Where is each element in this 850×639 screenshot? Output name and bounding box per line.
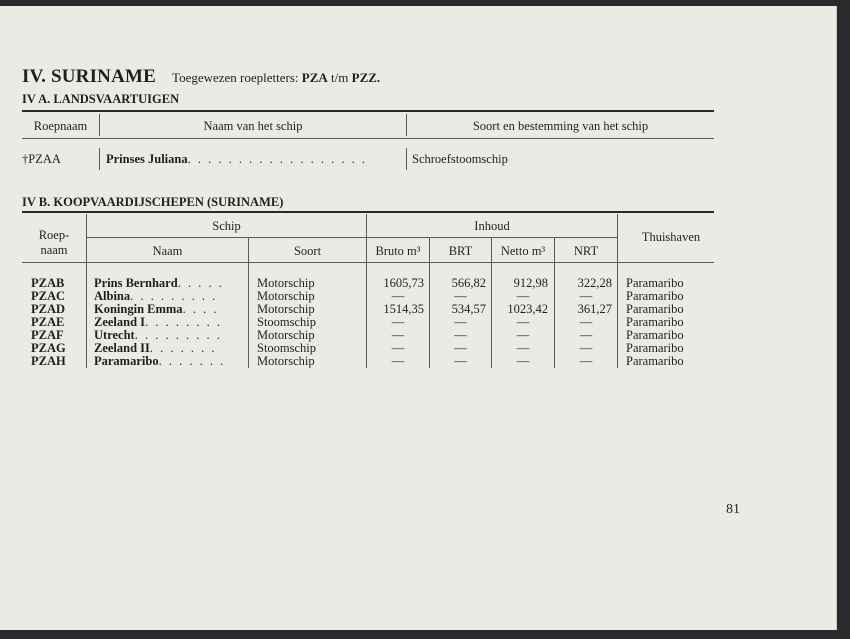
row-nrt: 361,27	[577, 302, 612, 316]
leader-dots: . . . . . . . . . . . . . . . . . .	[187, 152, 367, 166]
table-row	[0, 328, 836, 341]
row-bruto: —	[391, 354, 405, 368]
row-port: Paramaribo	[626, 302, 684, 316]
header-roep-line2: naam	[40, 243, 68, 257]
page-number: 81	[726, 502, 740, 517]
table-b-header-netto: Netto m³	[500, 244, 546, 258]
leader-dots: . . . .	[182, 302, 219, 316]
page-title: IV. SURINAME	[22, 66, 157, 87]
table-b-header-inhoud: Inhoud	[474, 219, 510, 233]
row-netto: —	[516, 328, 530, 342]
table-row	[0, 302, 836, 315]
row-bruto: —	[391, 315, 405, 329]
row-brt: —	[454, 354, 467, 368]
page-subtitle	[172, 70, 380, 85]
leader-dots: . . . . . . .	[158, 354, 226, 368]
table-a-divider	[406, 148, 407, 170]
row-ship-name: Albina	[94, 289, 131, 303]
leader-dots: . . . . . . . . .	[130, 289, 218, 303]
row-bruto: —	[391, 289, 405, 303]
table-b-header-naam: Naam	[152, 244, 183, 258]
subtitle-label: Toegewezen roepletters:	[172, 70, 299, 85]
row-ship-type: Stoomschip	[257, 341, 317, 355]
row-callsign: PZAE	[31, 315, 65, 329]
row-callsign: PZAB	[31, 276, 65, 290]
subtitle-from: PZA	[301, 70, 328, 85]
row-ship-name: Utrecht	[94, 328, 135, 342]
row-callsign: PZAD	[31, 302, 66, 316]
row-netto: —	[516, 315, 530, 329]
leader-dots: . . . . . . . .	[145, 315, 222, 329]
table-row	[0, 276, 836, 289]
document-page	[0, 6, 837, 630]
page-heading	[22, 66, 380, 88]
table-b-top-rule	[22, 211, 714, 213]
row-name-cell	[106, 152, 367, 167]
row-ship-type: Stoomschip	[257, 315, 317, 329]
row-nrt: —	[579, 328, 593, 342]
row-nrt: —	[579, 341, 593, 355]
table-a-header-roepnaam: Roepnaam	[33, 119, 88, 133]
header-roep-line1: Roep-	[38, 228, 70, 242]
row-netto: 1023,42	[507, 302, 548, 316]
section-a-title: IV A. LANDSVAARTUIGEN	[22, 92, 180, 106]
row-port: Paramaribo	[626, 276, 684, 290]
row-callsign: PZAG	[31, 341, 66, 355]
row-ship-name: Prins Bernhard	[94, 276, 178, 290]
row-port: Paramaribo	[626, 315, 684, 329]
subtitle-mid: t/m	[331, 70, 349, 85]
row-ship-name: Zeeland II	[94, 341, 150, 355]
row-netto: —	[516, 341, 530, 355]
table-a-header-naam: Naam van het schip	[203, 119, 303, 133]
table-row	[0, 289, 836, 302]
row-bruto: 1605,73	[383, 276, 424, 290]
row-bruto: —	[391, 341, 405, 355]
row-netto: —	[516, 289, 530, 303]
row-callsign: PZAF	[31, 328, 64, 342]
table-row	[0, 341, 836, 354]
row-bruto: 1514,35	[383, 302, 424, 316]
row-callsign: †PZAA	[22, 152, 61, 166]
row-brt: —	[454, 341, 467, 355]
table-b-header-brt: BRT	[448, 244, 473, 258]
section-b-title: IV B. KOOPVAARDIJSCHEPEN (SURINAME)	[22, 195, 284, 209]
row-nrt: —	[579, 315, 593, 329]
row-ship-type: Motorschip	[257, 328, 315, 342]
table-b-header-bruto: Bruto m³	[375, 244, 421, 258]
table-b-subheader-rule	[86, 237, 617, 238]
row-netto: —	[516, 354, 530, 368]
row-nrt: 322,28	[577, 276, 612, 290]
table-a-top-rule	[22, 110, 714, 112]
table-a-header-soort: Soort en bestemming van het schip	[472, 119, 649, 133]
row-callsign: PZAC	[31, 289, 66, 303]
leader-dots: . . . . .	[177, 276, 224, 290]
table-b-header-thuishaven: Thuishaven	[641, 230, 701, 244]
row-ship-name: Paramaribo	[94, 354, 159, 368]
row-port: Paramaribo	[626, 341, 684, 355]
row-bruto: —	[391, 328, 405, 342]
table-row	[0, 315, 836, 328]
row-nrt: —	[579, 289, 593, 303]
row-port: Paramaribo	[626, 328, 684, 342]
table-b-header-soort: Soort	[293, 244, 322, 258]
row-name-cell	[94, 354, 225, 369]
table-b-header-nrt: NRT	[573, 244, 599, 258]
table-b-header-schip: Schip	[212, 219, 241, 233]
row-ship-name: Koningin Emma	[94, 302, 183, 316]
row-brt: —	[454, 328, 467, 342]
table-b-header-rule	[22, 262, 714, 263]
row-ship-type: Motorschip	[257, 354, 315, 368]
row-brt: —	[454, 315, 467, 329]
row-netto: 912,98	[513, 276, 548, 290]
row-callsign: PZAH	[31, 354, 66, 368]
row-ship-type: Motorschip	[257, 276, 315, 290]
table-b-header-roepnaam	[22, 228, 86, 258]
row-ship-name: Prinses Juliana	[106, 152, 188, 166]
row-brt: —	[454, 289, 467, 303]
row-ship-type: Motorschip	[257, 289, 315, 303]
row-ship-type: Motorschip	[257, 302, 315, 316]
leader-dots: . . . . . . . . .	[134, 328, 222, 342]
row-ship-name: Zeeland I	[94, 315, 146, 329]
table-a-divider	[99, 148, 100, 170]
subtitle-to: PZZ.	[351, 70, 381, 85]
row-nrt: —	[579, 354, 593, 368]
row-ship-type: Schroefstoomschip	[412, 152, 508, 166]
row-port: Paramaribo	[626, 354, 684, 368]
row-brt: 566,82	[451, 276, 486, 290]
table-a-header-rule	[22, 138, 714, 139]
row-port: Paramaribo	[626, 289, 684, 303]
table-row	[0, 354, 836, 367]
leader-dots: . . . . . . .	[149, 341, 217, 355]
row-brt: 534,57	[451, 302, 486, 316]
